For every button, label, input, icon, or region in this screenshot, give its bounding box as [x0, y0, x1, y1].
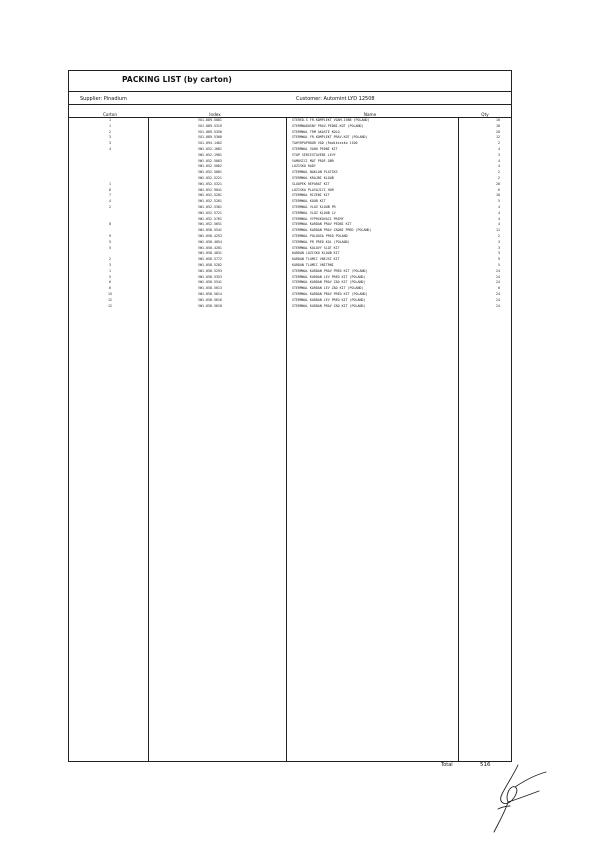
- row-qty: 12: [496, 135, 500, 140]
- row-qty: 24: [496, 274, 500, 279]
- row-name: STERMWAL KARDAN PRAV ZAD KIT (POLAND): [292, 303, 366, 308]
- row-qty: 20: [496, 129, 500, 134]
- row-qty: 24: [496, 280, 500, 285]
- row-qty: 10: [496, 118, 500, 122]
- row-carton: 12: [108, 303, 112, 308]
- row-carton: 4: [109, 146, 111, 151]
- row-name: STERMWAL NAKLON PLATIKS: [292, 170, 338, 175]
- row-index: VW1.058.5614: [198, 291, 222, 296]
- row-index: VW1.052.5062: [198, 164, 222, 169]
- row-index: VW1.058.5541: [198, 280, 222, 285]
- row-name: STERMWAL KARDAN LEV PRED KIT (POLAND): [292, 274, 366, 279]
- row-qty: 4: [498, 146, 500, 151]
- row-qty: 4: [498, 158, 500, 163]
- row-name: KARDAN TLUMIC VNITRNI: [292, 262, 334, 267]
- row-index: VW1.052.9041: [198, 187, 222, 192]
- column-header-carton: Carton: [102, 112, 118, 117]
- row-carton: 2: [109, 129, 111, 134]
- row-qty: 24: [496, 291, 500, 296]
- row-carton: 3: [109, 135, 111, 140]
- row-index: VW1.058.4054: [198, 239, 222, 244]
- row-index: VW1.052.5761: [198, 216, 222, 221]
- row-carton: 8: [109, 222, 111, 227]
- row-carton: 1: [109, 118, 111, 122]
- row-qty: 3: [498, 239, 500, 244]
- row-qty: 9: [498, 257, 500, 262]
- document-title: PACKING LIST (by carton): [122, 75, 232, 84]
- row-qty: 4: [498, 210, 500, 215]
- row-carton: 6: [109, 286, 111, 291]
- row-index: VW1.058.4281: [198, 245, 222, 250]
- row-carton: 5: [109, 239, 111, 244]
- row-name: STERMWAL FR.KOMPLEKT PRAV.KOT (POLAND): [292, 135, 368, 140]
- row-name: STERMWAL VAHO PEDNI KIT: [292, 146, 338, 151]
- row-carton: 5: [109, 274, 111, 279]
- row-qty: 3: [498, 251, 500, 256]
- row-name: KARDAN TLUMIC VNEJSI KIT: [292, 257, 340, 262]
- row-qty: 2: [498, 141, 500, 146]
- row-qty: 10: [496, 193, 500, 198]
- row-index: VW1.052.5261: [198, 199, 222, 204]
- row-index: VW1.052.1901: [198, 152, 222, 157]
- customer-label: Customer: Automint LYD 12508: [296, 96, 375, 102]
- row-carton: 1: [109, 268, 111, 273]
- row-carton: 1: [109, 181, 111, 186]
- row-index: VW1.052.5301: [198, 204, 222, 209]
- row-name: STERMWAL PR PRED KOL (POLAND): [292, 239, 350, 244]
- row-index: VU1.094.1402: [198, 141, 222, 146]
- row-carton: 15: [108, 291, 112, 296]
- row-index: VW1.052.1681: [198, 146, 222, 151]
- row-name: STERMWAL POLOOSA PRED POLAND: [292, 233, 348, 238]
- table-row: [0, 304, 596, 310]
- row-index: VW1.052.5003: [198, 158, 222, 163]
- row-qty: 4: [498, 222, 500, 227]
- row-index: VW1.058.5541: [198, 228, 222, 233]
- handwritten-signature: [484, 760, 556, 836]
- row-name: STERMWAL KRAJNI KLOUB: [292, 175, 334, 180]
- row-qty: 2: [498, 170, 500, 175]
- row-carton: 1: [109, 123, 111, 128]
- total-value: 516: [480, 762, 491, 768]
- row-name: STERMWAL KOLOVY SLOT KIT: [292, 245, 340, 250]
- row-name: STERMWAL KARDAN LEV ZAD KIT (POLAND): [292, 286, 364, 291]
- row-qty: 24: [496, 297, 500, 302]
- packing-list-table: [0, 118, 596, 309]
- row-index: VW1.052.5081: [198, 170, 222, 175]
- row-name: STERMWAL TRM AKASTE KOLO: [292, 129, 340, 134]
- row-index: VW1.058.5293: [198, 268, 222, 273]
- row-name: STERMWAL KARDAN PRAV ZAD KIT (POLAND): [292, 280, 366, 285]
- row-name: STERMWAL KARDAN PRAV PRED KIT (POLAND): [292, 268, 368, 273]
- row-index: VU1.089.5350: [198, 129, 222, 134]
- row-qty: 4: [498, 216, 500, 221]
- row-name: KARDAN LOZISKO KLOUB KIT: [292, 251, 340, 256]
- row-index: VU1.089.5081: [198, 118, 222, 122]
- row-index: VW1.058.4253: [198, 233, 222, 238]
- row-index: VW1.058.5616: [198, 297, 222, 302]
- title-divider: [68, 91, 512, 92]
- row-carton: 2: [109, 257, 111, 262]
- row-qty: 24: [496, 303, 500, 308]
- supplier-label: Supplier: Pinadium: [80, 96, 127, 102]
- row-name: STERMWAL KOUB KIT: [292, 199, 326, 204]
- row-name: STERMWAL KARDAN PRAV PEDNI KIT: [292, 222, 352, 227]
- row-carton: 12: [108, 297, 112, 302]
- column-header-index: Index: [209, 112, 221, 117]
- row-carton: 9: [109, 233, 111, 238]
- row-qty: 5: [498, 262, 500, 267]
- row-qty: 3: [498, 245, 500, 250]
- row-qty: 18: [496, 123, 500, 128]
- row-qty: 3: [498, 152, 500, 157]
- column-header-name: Name: [363, 112, 377, 117]
- row-index: VW1.052.5321: [198, 181, 222, 186]
- row-index: VW1.058.4831: [198, 251, 222, 256]
- row-carton: 7: [109, 193, 111, 198]
- row-name: VAMOSICI MAT PROF.OBR: [292, 158, 334, 163]
- row-name: STERMWAL KARDAN PRAV PRED KIT (POLAND): [292, 291, 368, 296]
- row-name: STERMWAL VLOZ KLOUB LV: [292, 210, 336, 215]
- row-carton: 3: [109, 141, 111, 146]
- row-index: VW1.058.5618: [198, 303, 222, 308]
- row-index: VW1.052.5281: [198, 193, 222, 198]
- row-index: VU1.089.5360: [198, 135, 222, 140]
- row-carton: 2: [109, 204, 111, 209]
- row-name: STOP SERIESTAVENI LEVY: [292, 152, 336, 157]
- row-index: VU1.089.5319: [198, 123, 222, 128]
- row-qty: 2: [498, 175, 500, 180]
- row-qty: 20: [496, 181, 500, 186]
- row-name: LOZISKA PLAVAJICI HOR: [292, 187, 334, 192]
- row-qty: 24: [496, 268, 500, 273]
- row-qty: 2: [498, 233, 500, 238]
- row-name: STERMWAL VLOZ KLOUB PR: [292, 204, 336, 209]
- total-label: Total: [441, 762, 453, 768]
- row-index: VW1.052.5651: [198, 222, 222, 227]
- row-name: STERMWAL VYPRSKOVACI PRIMY: [292, 216, 344, 221]
- row-name: LOZISKO RADY: [292, 164, 316, 169]
- column-header-qty: Qty: [481, 112, 489, 117]
- row-index: VW1.058.5613: [198, 286, 222, 291]
- row-name: STERMWADUSNY PRAV.PEDNI.KOT (POLAND): [292, 123, 364, 128]
- row-index: VW1.052.5221: [198, 175, 222, 180]
- row-name: TAHYRPAPHOUR VAD (Radikiesko 1100: [292, 141, 358, 146]
- header-divider: [68, 104, 512, 105]
- row-index: VW1.058.5353: [198, 274, 222, 279]
- row-name: STERMWAL KARDAN PRAV ZADNI PRED (POLAND): [292, 228, 372, 233]
- row-carton: 3: [109, 262, 111, 267]
- row-qty: 5: [498, 199, 500, 204]
- row-carton: 6: [109, 187, 111, 192]
- row-name: SLOUPEK REPARAT KIT: [292, 181, 330, 186]
- row-name: STERED.S FR.KOMPLEKT VOAM.1988 (POLAND): [292, 118, 370, 122]
- row-name: STERMWAL KARDAN LEV PRED KIT (POLAND): [292, 297, 366, 302]
- row-carton: 4: [109, 199, 111, 204]
- row-qty: 4: [498, 204, 500, 209]
- row-index: VW1.052.5721: [198, 210, 222, 215]
- row-name: STERMWAL RIZENI KIT: [292, 193, 330, 198]
- row-qty: 6: [498, 187, 500, 192]
- row-carton: 6: [109, 280, 111, 285]
- row-carton: 5: [109, 245, 111, 250]
- row-qty: 11: [496, 228, 500, 233]
- row-qty: 4: [498, 164, 500, 169]
- row-index: VW1.058.5772: [198, 257, 222, 262]
- row-qty: 6: [498, 286, 500, 291]
- row-index: VW1.058.5282: [198, 262, 222, 267]
